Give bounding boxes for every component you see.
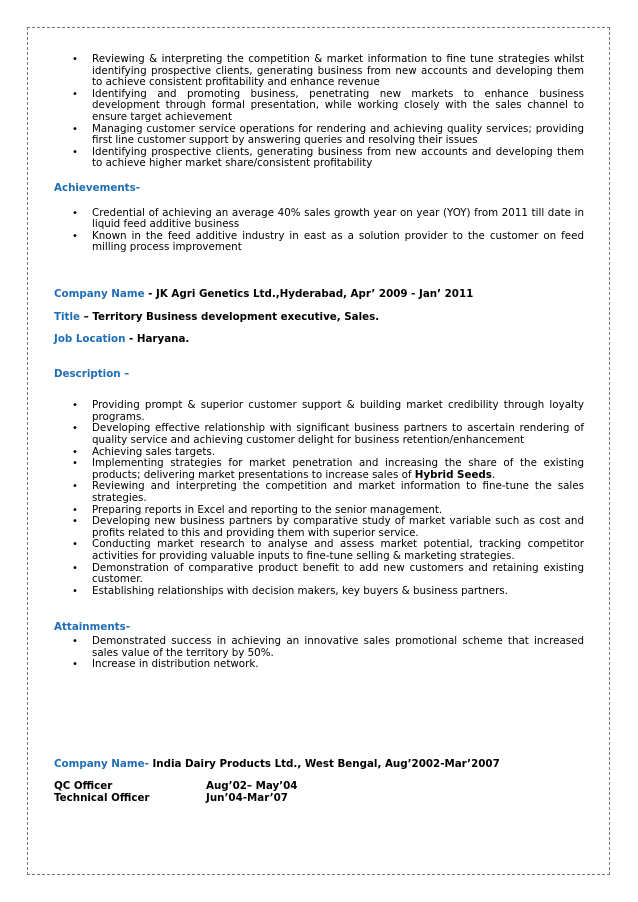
role-name: Technical Officer — [54, 791, 150, 804]
list-item: • Achieving sales targets. — [54, 447, 584, 459]
location-line — [54, 334, 584, 346]
description-heading: Description – — [54, 367, 130, 380]
title-line — [54, 312, 584, 324]
title-value: – Territory Business development executive, Sales. — [80, 310, 380, 323]
attainments-heading: Attainments- — [54, 621, 130, 634]
company-value: - JK Agri Genetics Ltd.,Hyderabad, Apr’ 2009 - Jan’ 2011 — [144, 287, 474, 300]
list-item: • Reviewing & interpreting the competition & market information to fine tune strategies whilst identifying prospective clients, generating business from new accounts and developing them to achieve consistent profitability and enhance revenue — [54, 54, 584, 89]
company-line — [54, 289, 584, 301]
attainments-list — [54, 636, 584, 671]
list-item: • Developing effective relationship with significant business partners to ascertain rendering of quality service and achieving customer delight for business retention/enhancement — [54, 423, 584, 446]
list-item: • Conducting market research to analyse and assess market potential, tracking competitor activities for providing valuable inputs to fine-tune selling & marketing strategies. — [54, 539, 584, 562]
list-item: • Increase in distribution network. — [54, 659, 584, 671]
list-item: • Managing customer service operations for rendering and achieving quality services; providing first line customer support by answering queries and resolving their issues — [54, 124, 584, 147]
list-item: • Reviewing and interpreting the competition and market information to fine-tune the sales strategies. — [54, 481, 584, 504]
list-item: • Credential of achieving an average 40% sales growth year on year (YOY) from 2011 till date in liquid feed additive business — [54, 208, 584, 231]
role-period: Jun’04-Mar’07 — [206, 791, 288, 804]
list-item: • Preparing reports in Excel and reporting to the senior management. — [54, 505, 584, 517]
list-item: • Establishing relationships with decision makers, key buyers & business partners. — [54, 586, 584, 598]
list-item: • Developing new business partners by comparative study of market variable such as cost and profits related to this and providing them with superior service. — [54, 516, 584, 539]
company-label: Company Name — [54, 287, 145, 300]
list-item: • Demonstrated success in achieving an innovative sales promotional scheme that increased sales value of the territory by 50%. — [54, 636, 584, 659]
location-value: - Haryana. — [125, 333, 190, 346]
achievements-heading: Achievements- — [54, 181, 140, 194]
company-value-2: India Dairy Products Ltd., West Bengal, Aug’2002-Mar’2007 — [148, 757, 500, 770]
responsibilities-list — [54, 54, 584, 170]
list-item — [54, 458, 584, 481]
description-list — [54, 400, 584, 597]
list-item-text: Implementing strategies for market penetration and increasing the share of the existing products; delivering market presentations to increase sales of — [92, 457, 584, 481]
resume-content — [54, 54, 584, 805]
list-item: • Identifying prospective clients, generating business from new accounts and developing them to achieve higher market share/consistent profitability — [54, 147, 584, 170]
title-label: Title — [54, 310, 80, 323]
list-item: • Demonstration of comparative product benefit to add new customers and retaining existing customer. — [54, 563, 584, 586]
list-item: • Providing prompt & superior customer support & building market credibility through loyalty programs. — [54, 400, 584, 423]
list-item-text-end: . — [491, 468, 496, 481]
role-row — [54, 793, 584, 805]
role-period: Aug’02– May’04 — [206, 780, 298, 793]
location-label: Job Location — [54, 333, 126, 346]
role-name: QC Officer — [54, 780, 113, 793]
list-item-bold: Hybrid Seeds — [414, 468, 492, 481]
list-item: • Known in the feed additive industry in east as a solution provider to the customer on feed milling process improvement — [54, 231, 584, 254]
company-label-2: Company Name- — [54, 757, 149, 770]
achievements-list — [54, 208, 584, 254]
list-item: • Identifying and promoting business, penetrating new markets to enhance business development through formal presentation, while working closely with the sales channel to ensure target achievement — [54, 89, 584, 124]
company-line-2 — [54, 759, 584, 771]
